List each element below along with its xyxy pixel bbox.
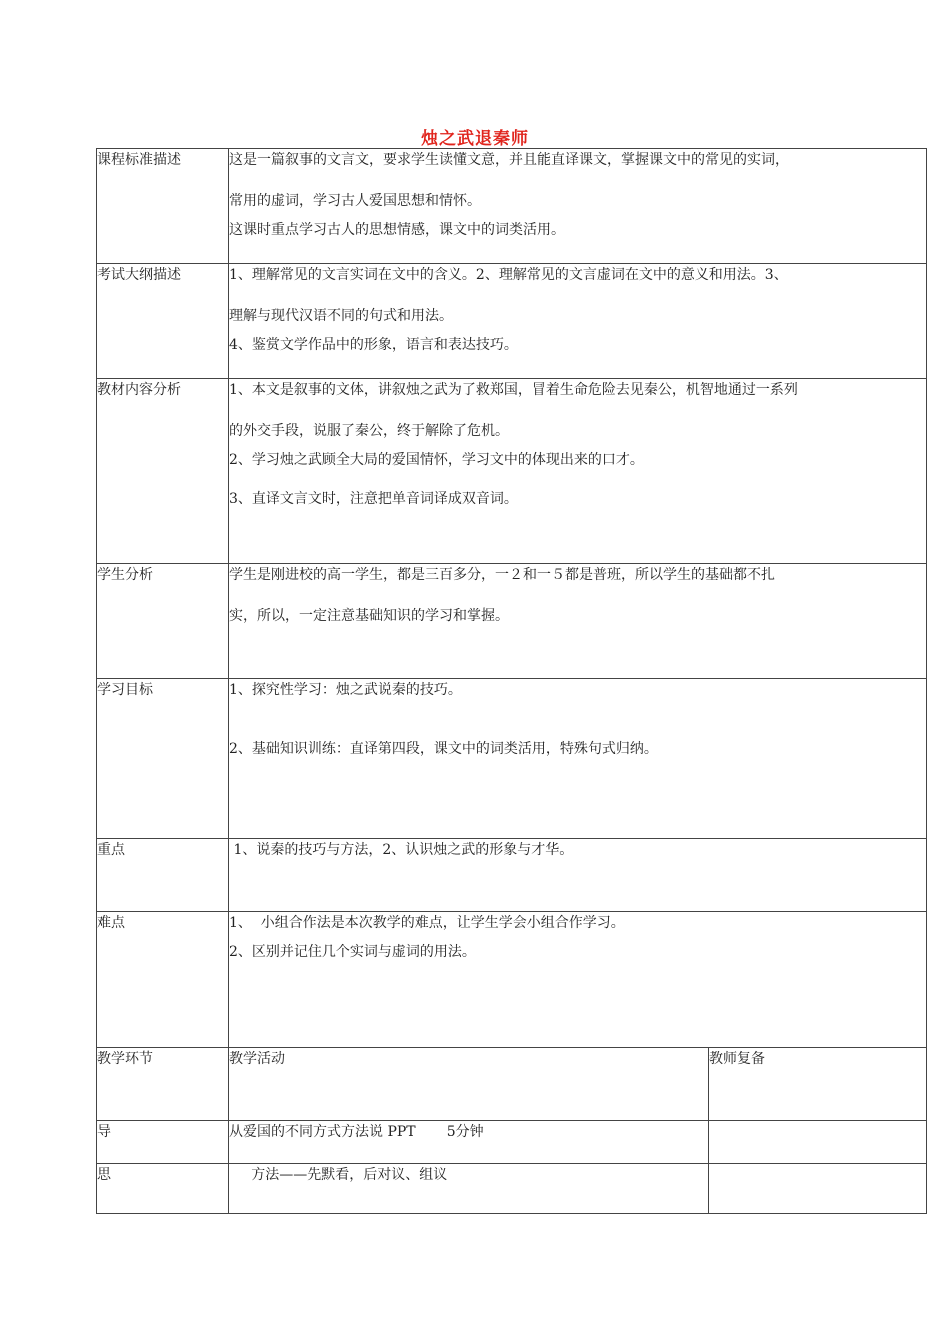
- table-header-row: [97, 1048, 927, 1121]
- row-label-si: 思: [97, 1164, 229, 1214]
- header-teaching-activity: 教学活动: [229, 1048, 709, 1121]
- row-content-zd: [229, 839, 927, 912]
- content-line: 1、说秦的技巧与方法，2、认识烛之武的形象与才华。: [229, 842, 574, 858]
- row-notes-si: [709, 1164, 927, 1214]
- table-row-nd: [97, 912, 927, 1048]
- row-content-nd: [229, 912, 927, 1048]
- content-line: 理解与现代汉语不同的句式和用法。: [229, 308, 453, 324]
- content-line: 1、理解常见的文言实词在文中的含义。2、理解常见的文言虚词在文中的意义和用法。3、: [229, 267, 788, 283]
- content-line: 1、 小组合作法是本次教学的难点，让学生学会小组合作学习。: [229, 915, 625, 931]
- row-content-dao: 从爱国的不同方式方法说 PPT 5分钟: [229, 1121, 709, 1164]
- content-line: 常用的虚词，学习古人爱国思想和情怀。: [229, 193, 481, 209]
- row-content-si: 方法——先默看，后对议、组议: [229, 1164, 709, 1214]
- row-content-jcnr: [229, 379, 927, 564]
- table-row-kswdg: [97, 264, 927, 379]
- table-row-zd: [97, 839, 927, 912]
- content-line: 3、直译文言文时，注意把单音词译成双音词。: [229, 491, 518, 507]
- content-line: 的外交手段，说服了秦公，终于解除了危机。: [229, 423, 509, 439]
- row-label-kswdg: 考试大纲描述: [97, 264, 229, 379]
- table-row-si: [97, 1164, 927, 1214]
- table-row-kcbz: [97, 149, 927, 264]
- row-content-kswdg: [229, 264, 927, 379]
- row-content-xxmb: [229, 679, 927, 839]
- row-notes-dao: [709, 1121, 927, 1164]
- lesson-plan-table: [96, 148, 927, 1214]
- table-row-xxmb: [97, 679, 927, 839]
- content-line: 2、区别并记住几个实词与虚词的用法。: [229, 944, 476, 960]
- content-line: 4、鉴赏文学作品中的形象，语言和表达技巧。: [229, 337, 518, 353]
- content-line: 这课时重点学习古人的思想情感，课文中的词类活用。: [229, 222, 565, 238]
- table-row-xsfx: [97, 564, 927, 679]
- row-label-xxmb: 学习目标: [97, 679, 229, 839]
- header-teacher-notes: 教师复备: [709, 1048, 927, 1121]
- content-line: 实，所以，一定注意基础知识的学习和掌握。: [229, 608, 509, 624]
- row-label-nd: 难点: [97, 912, 229, 1048]
- row-label-kcbz: 课程标准描述: [97, 149, 229, 264]
- header-teaching-stage: 教学环节: [97, 1048, 229, 1121]
- table-row-dao: [97, 1121, 927, 1164]
- content-line: 2、基础知识训练：直译第四段，课文中的词类活用，特殊句式归纳。: [229, 741, 658, 757]
- content-line: 1、本文是叙事的文体，讲叙烛之武为了救郑国，冒着生命危险去见秦公，机智地通过一系列: [229, 382, 798, 398]
- table-row-jcnr: [97, 379, 927, 564]
- row-label-jcnr: 教材内容分析: [97, 379, 229, 564]
- row-content-kcbz: [229, 149, 927, 264]
- row-label-dao: 导: [97, 1121, 229, 1164]
- content-line: 2、学习烛之武顾全大局的爱国情怀，学习文中的体现出来的口才。: [229, 452, 644, 468]
- content-line: 这是一篇叙事的文言文，要求学生读懂文意，并且能直译课文，掌握课文中的常见的实词，: [229, 152, 789, 168]
- row-label-zd: 重点: [97, 839, 229, 912]
- content-line: 1、探究性学习：烛之武说秦的技巧。: [229, 682, 462, 698]
- row-label-xsfx: 学生分析: [97, 564, 229, 679]
- document-title: 烛之武退秦师: [421, 129, 529, 149]
- content-line: 学生是刚进校的高一学生，都是三百多分，一２和一５都是普班，所以学生的基础都不扎: [229, 567, 775, 583]
- row-content-xsfx: [229, 564, 927, 679]
